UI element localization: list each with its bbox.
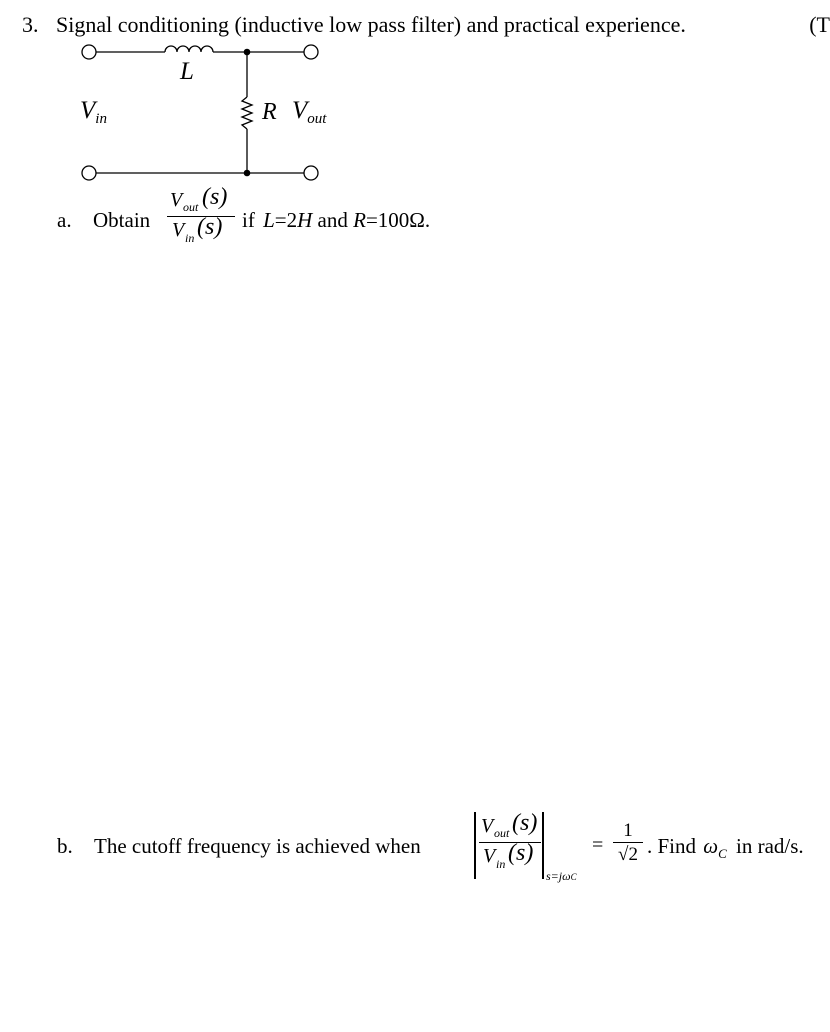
part-b-denominator: V in (s): [483, 840, 534, 871]
output-terminal-bottom: [304, 166, 318, 180]
cut-off-text: (T: [809, 12, 830, 37]
output-voltage-label: Vout: [292, 97, 327, 127]
part-a-numerator: V out (s): [170, 184, 228, 214]
input-terminal-bottom: [82, 166, 96, 180]
evaluation-subscript: s=jωC: [546, 869, 577, 883]
output-terminal-top: [304, 45, 318, 59]
part-a-label: a.: [57, 208, 72, 232]
part-a-condition: if L=2H and R=100Ω.: [242, 208, 431, 232]
problem-title-text: Signal conditioning (inductive low pass filter) and practical experience.: [56, 12, 686, 37]
part-b-numerator: V out (s): [481, 810, 538, 840]
abs-bar-left: [474, 812, 476, 879]
part-a-denominator: V in (s): [172, 214, 223, 245]
part-a-transfer-fraction: [164, 184, 238, 247]
rhs-numerator: 1: [623, 820, 633, 841]
input-voltage-label: Vin: [80, 97, 107, 127]
resistor-label: R: [262, 99, 277, 125]
inductor-coil: [165, 46, 213, 52]
input-terminal-top: [82, 45, 96, 59]
one-over-root-two: [610, 820, 646, 867]
part-b-text: The cutoff frequency is achieved when: [94, 834, 421, 858]
resistor-zigzag: [242, 97, 252, 129]
problem-number: 3.: [22, 12, 39, 37]
inductor-label: L: [180, 58, 194, 85]
part-b-transfer-fraction: [478, 810, 542, 873]
part-b-label: b.: [57, 834, 73, 858]
part-b-find: . Find $\omega_C$ in rad/s.: [647, 834, 804, 861]
rhs-denominator: √2: [618, 844, 638, 865]
part-a-verb: Obtain: [93, 208, 151, 232]
circuit-diagram: [0, 0, 830, 300]
junction-dot-top: [244, 49, 251, 56]
junction-dot-bottom: [244, 170, 251, 177]
part-b-equals: =: [592, 834, 604, 856]
abs-bar-right: [542, 812, 544, 879]
